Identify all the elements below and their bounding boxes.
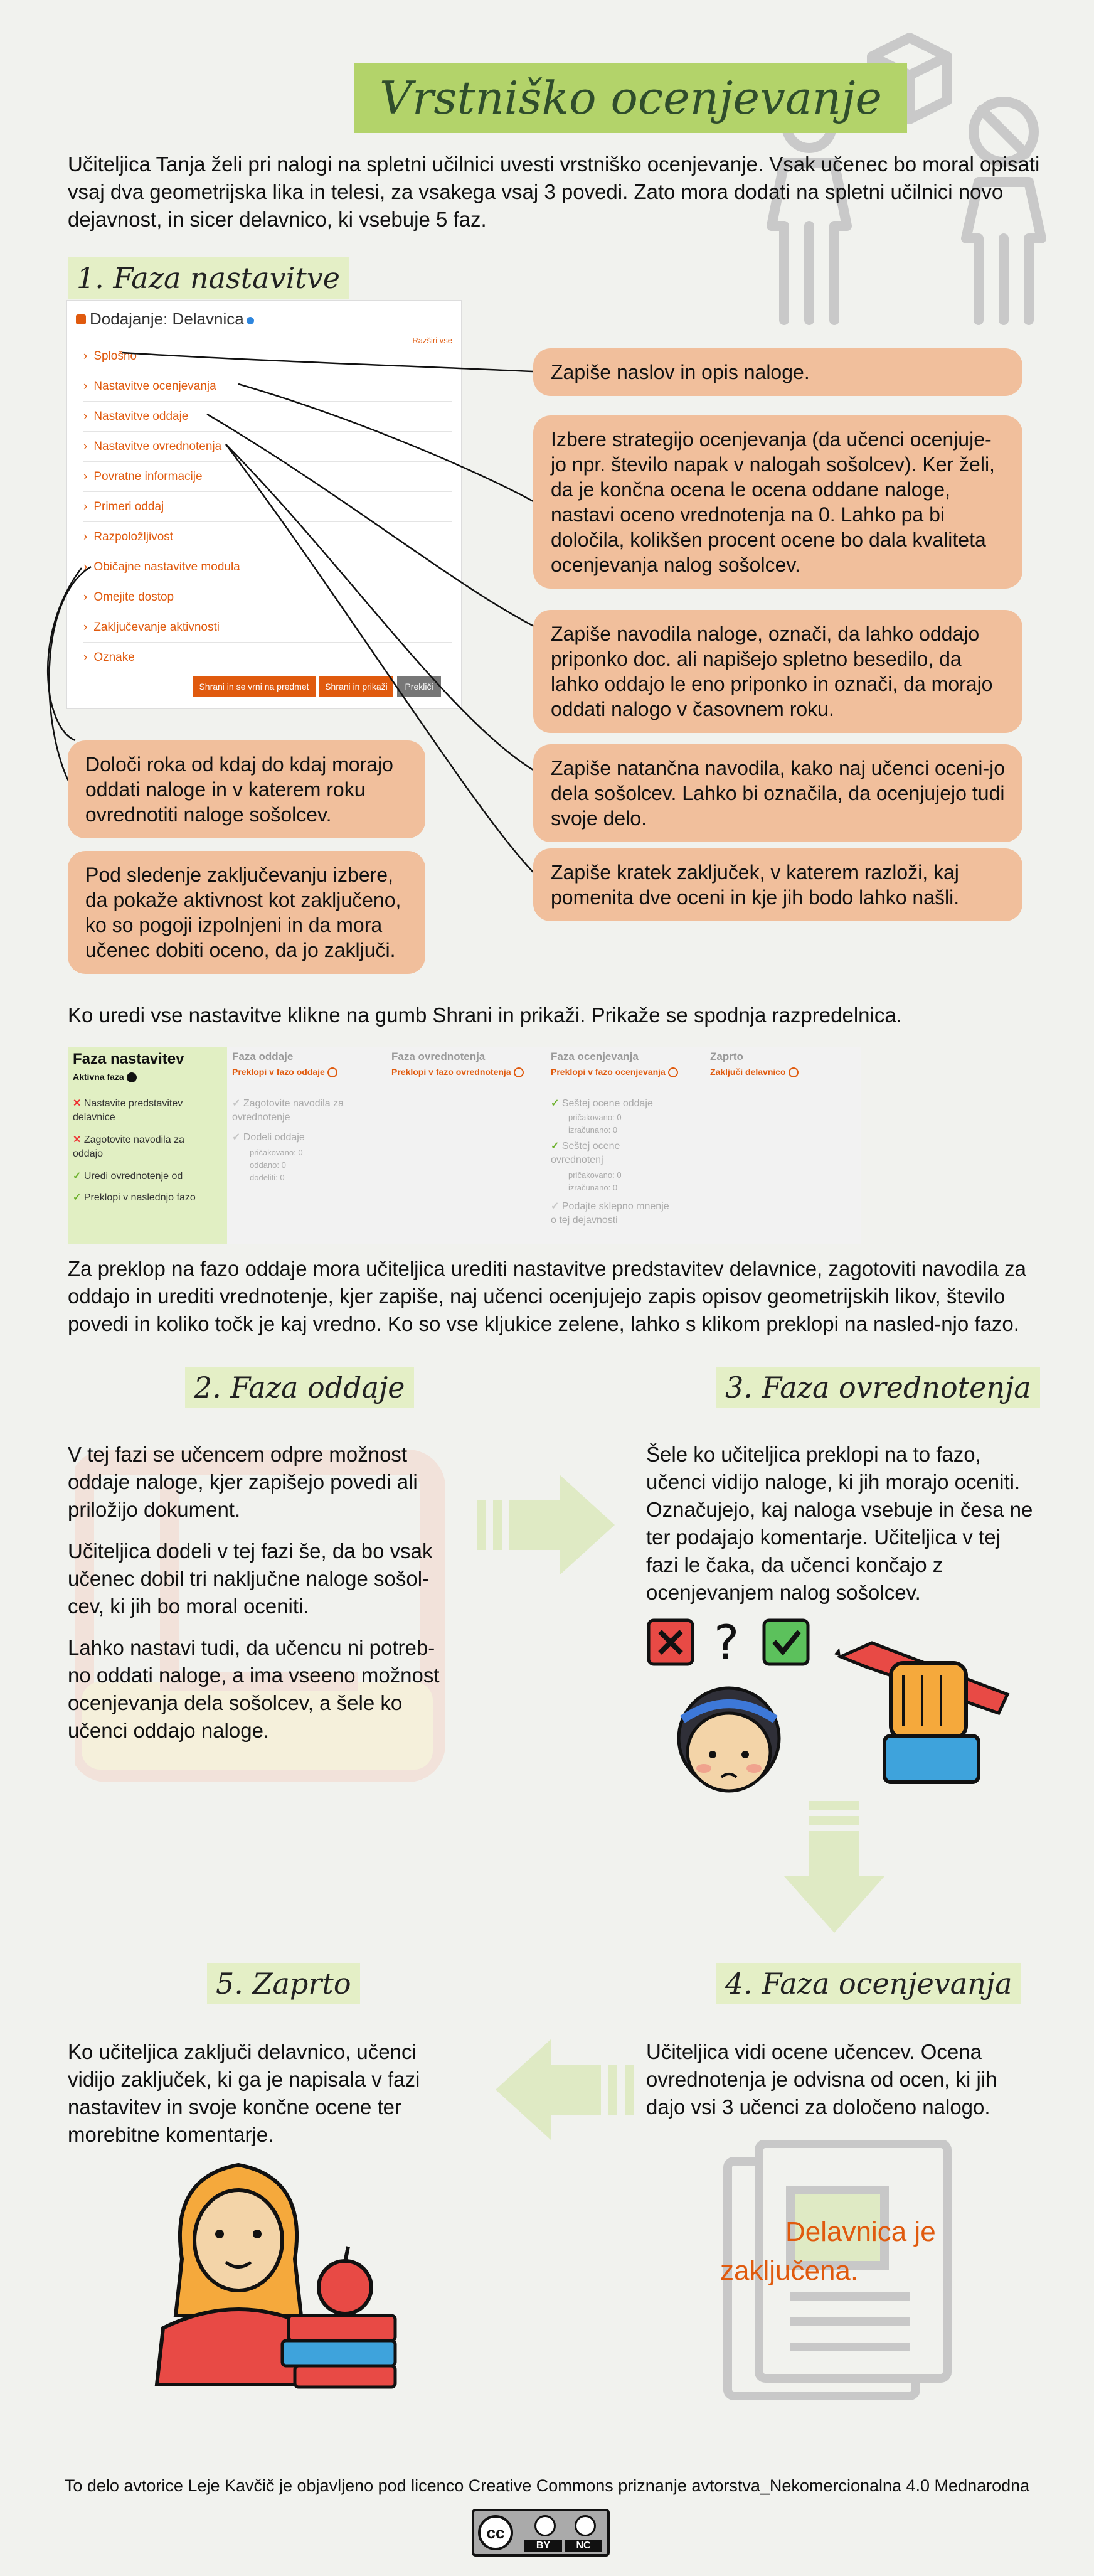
grading-stat-4: izračunano: 0 (568, 1183, 618, 1192)
submission-stat-1: pričakovano: 0 (250, 1148, 303, 1157)
task-grading-3: ✓ Podajte sklepno mnenje o tej dejavnosti (551, 1201, 669, 1226)
col-setup (68, 1047, 228, 1244)
grading-stat-3: pričakovano: 0 (568, 1170, 622, 1180)
task-setup-4: ✓ Preklopi v naslednjo fazo (73, 1192, 196, 1203)
bubble-grading: Izbere strategijo ocenjevanja (da učenci ocenjuje-jo npr. število napak v nalogah sošolcev). Ker želi, da je končna ocena le ocena oddane naloge, nastavi oceno vrednotenja na 0. Lahko pa bi določila, kolikšen procent ocene bo dala kvaliteta ocenjevanja nalog sošolcev. (533, 415, 1022, 589)
submission-header: Faza oddaje (232, 1050, 294, 1062)
col-submission (227, 1047, 387, 1244)
task-grading-1: ✓ Seštej ocene oddaje (551, 1098, 653, 1109)
task-setup-1: ✕ Nastavite predstavitev delavnice (73, 1098, 183, 1123)
by-person-icon (534, 2515, 556, 2536)
close-workshop-link[interactable]: Zaključi delavnico (710, 1067, 799, 1077)
col-assessment (386, 1047, 546, 1244)
bubble-availability: Določi roka od kdaj do kdaj morajo oddati naloge in v katerem roku ovrednotiti naloge sošolcev. (68, 740, 425, 838)
doc-text-2: zaključena. (720, 2255, 859, 2286)
task-setup-3: ✓ Uredi ovrednotenje od (73, 1171, 183, 1182)
submission-stat-3: dodeliti: 0 (250, 1173, 285, 1182)
phase2-p1: V tej fazi se učencem odpre možnost oddaje naloge, kjer zapišejo povedi ali priložijo dokument. (68, 1443, 418, 1521)
switch-grading-link[interactable]: Preklopi v fazo ocenjevanja (551, 1067, 678, 1077)
cc-license-icon (472, 2509, 610, 2557)
bubble-completion: Pod sledenje zaključevanju izbere, da pokaže aktivnost kot zaključeno, ko so pogoji izpolnjeni in da mora učenec dobiti oceno, da jo zaključi. (68, 851, 425, 974)
nc-badge: NC (565, 2540, 602, 2552)
license-text: To delo avtorice Leje Kavčič je objavljeno pod licenco Creative Commons priznanje avtorstva_Nekomercionalna 4.0 Mednarodna (64, 2476, 1030, 2495)
check-icon: ✓ (73, 1171, 82, 1182)
cancel-button[interactable]: Prekliči (397, 676, 441, 697)
task-submission-1: ✓ Zagotovite navodila za ovrednotenje (232, 1098, 344, 1123)
table-explanation: Za preklop na fazo oddaje mora učiteljica urediti nastavitve predstavitev delavnice, zagotoviti navodila za oddajo in urediti vrednotenje, kjer zapiše, naj učenci ocenjujejo zapis opisov geometrijskih likov, število povedi in koliko točk je kaj vredno. Ko so vse kljukice zelene, lahko s klikom preklopi na nasled-njo fazo. (68, 1257, 1027, 1335)
bubble-submission: Zapiše navodila naloge, označi, da lahko oddajo priponko doc. ali napišejo spletno besedilo, da lahko oddajo le eno priponko in označi, da morajo oddati nalogo v časovnem roku. (533, 610, 1022, 733)
bubble-assessment: Zapiše natančna navodila, kako naj učenci oceni-jo dela sošolcev. Lahko bi označila, da ocenjujejo tudi svoje delo. (533, 744, 1022, 842)
circle-icon (668, 1067, 678, 1077)
circle-icon (514, 1067, 524, 1077)
section-assessment-settings[interactable]: › Nastavitve ovrednotenja (83, 440, 221, 454)
switch-assessment-link[interactable]: Preklopi v fazo ovrednotenja (391, 1067, 524, 1077)
task-setup-2: ✕ Zagotovite navodila za oddajo (73, 1135, 184, 1159)
by-badge: BY (524, 2540, 562, 2552)
page-title: Vrstniško ocenjevanje (354, 63, 907, 133)
assessment-header: Faza ovrednotenja (391, 1050, 486, 1062)
save-display-button[interactable]: Shrani in prikaži (319, 676, 393, 697)
col-grading (546, 1047, 706, 1244)
grading-stat-2: izračunano: 0 (568, 1125, 618, 1135)
phase1-heading: 1. Faza nastavitve (68, 257, 349, 299)
section-grading-settings[interactable]: › Nastavitve ocenjevanja (83, 380, 216, 393)
active-dot-icon (127, 1072, 137, 1082)
col-closed (705, 1047, 861, 1244)
active-phase-row (73, 1072, 137, 1082)
arrow-down-icon (784, 1801, 884, 1933)
circle-icon (789, 1067, 799, 1077)
cross-icon: ✕ (73, 1098, 82, 1109)
task-submission-2: ✓ Dodeli oddaje (232, 1132, 305, 1143)
panel-title: Dodajanje: Delavnica (90, 309, 244, 328)
fist-pencil-icon (834, 1619, 1022, 1788)
task-grading-2: ✓ Seštej ocene ovrednotenj (551, 1141, 620, 1165)
section-general[interactable]: › Splošno (83, 350, 137, 363)
section-activity-completion[interactable]: › Zaključevanje aktivnosti (83, 621, 220, 634)
section-restrict-access[interactable]: › Omejite dostop (83, 591, 174, 604)
nc-dollar-icon (575, 2515, 596, 2536)
intro-text: Učiteljica Tanja želi pri nalogi na spletni učilnici uvesti vrstniško ocenjevanje. Vsak učenec bo moral opisati vsaj dva geometrijska lika in telesi, za vsakega vsaj 3 povedi. Zato mora dodati na spletni učilnici novo dejavnost, in sicer delavnico, ki vsebuje 5 faz. (68, 152, 1040, 231)
save-return-button[interactable]: Shrani in se vrni na predmet (193, 676, 316, 697)
cross-icon: ✕ (73, 1135, 82, 1145)
after-settings-text: Ko uredi vse nastavitve klikne na gumb Shrani in prikaži. Prikaže se spodnja razpredelnica. (68, 1003, 902, 1027)
section-example-submissions[interactable]: › Primeri oddaj (83, 500, 164, 514)
closed-header: Zaprto (710, 1050, 743, 1062)
phase5-heading: 5. Zaprto (207, 1963, 360, 2004)
phases-table (68, 1047, 861, 1244)
check-icon: ✓ (73, 1192, 82, 1203)
grading-header: Faza ocenjevanja (551, 1050, 639, 1062)
circle-icon (327, 1067, 337, 1077)
section-tags[interactable]: › Oznake (83, 651, 135, 665)
bubble-conclusion: Zapiše kratek zaključek, v katerem razloži, kaj pomenita dve oceni in kje jih bodo lahko našli. (533, 848, 1022, 921)
section-feedback[interactable]: › Povratne informacije (83, 470, 203, 484)
phase5-text: Ko učiteljica zaključi delavnico, učenci vidijo zaključek, ki ga je napisala v fazi nastavitev in svoje končne ocene ter morebitne komentarje. (68, 2040, 420, 2146)
grading-stat-1: pričakovano: 0 (568, 1113, 622, 1122)
bubble-general: Zapiše naslov in opis naloge. (533, 348, 1022, 396)
setup-header: Faza nastavitev (73, 1050, 184, 1067)
svg-text:?: ? (714, 1615, 740, 1670)
phase2-heading: 2. Faza oddaje (185, 1367, 414, 1408)
phase3-text: Šele ko učiteljica preklopi na to fazo, učenci vidijo naloge, ki jih morajo oceniti. Označujejo, kaj naloga vsebuje in česa ne ter podajajo komentarje. Učiteljica v tej fazi le čaka, da učenci končajo z ocenjevanjem nalog sošolcev. (646, 1443, 1033, 1604)
switch-submission-link[interactable]: Preklopi v fazo oddaje (232, 1067, 337, 1077)
phase3-heading: 3. Faza ovrednotenja (716, 1367, 1040, 1408)
section-submission-settings[interactable]: › Nastavitve oddaje (83, 410, 188, 424)
teacher-icon (144, 2152, 408, 2391)
arrow-right-icon (477, 1475, 615, 1575)
phase4-heading: 4. Faza ocenjevanja (716, 1963, 1021, 2004)
section-availability[interactable]: › Razpoložljivost (83, 530, 173, 544)
phase2-p3: Lahko nastavi tudi, da učencu ni potreb-no oddati naloge, a ima vseeno možnost ocenjevanja dela sošolcev, a šele ko učenci oddajo naloge. (68, 1636, 440, 1742)
active-phase-label: Aktivna faza (73, 1072, 124, 1082)
phase2-p2: Učiteljica dodeli v tej fazi še, da bo vsak učenec dobil tri naključne naloge sošol-cev, ki jih bo moral oceniti. (68, 1539, 433, 1618)
cc-badge: cc (478, 2515, 513, 2550)
doc-text-1: Delavnica je (785, 2216, 936, 2247)
submission-stat-2: oddano: 0 (250, 1160, 286, 1170)
arrow-left-icon (496, 2039, 634, 2140)
section-common-module-settings[interactable]: › Običajne nastavitve modula (83, 560, 240, 574)
expand-all-link[interactable]: Razširi vse (412, 336, 452, 345)
quiz-icon (646, 1613, 822, 1801)
phase4-text: Učiteljica vidi ocene učencev. Ocena ovrednotenja je odvisna od ocen, ki jih dajo vsi 3 učenci za določeno nalogo. (646, 2040, 997, 2119)
